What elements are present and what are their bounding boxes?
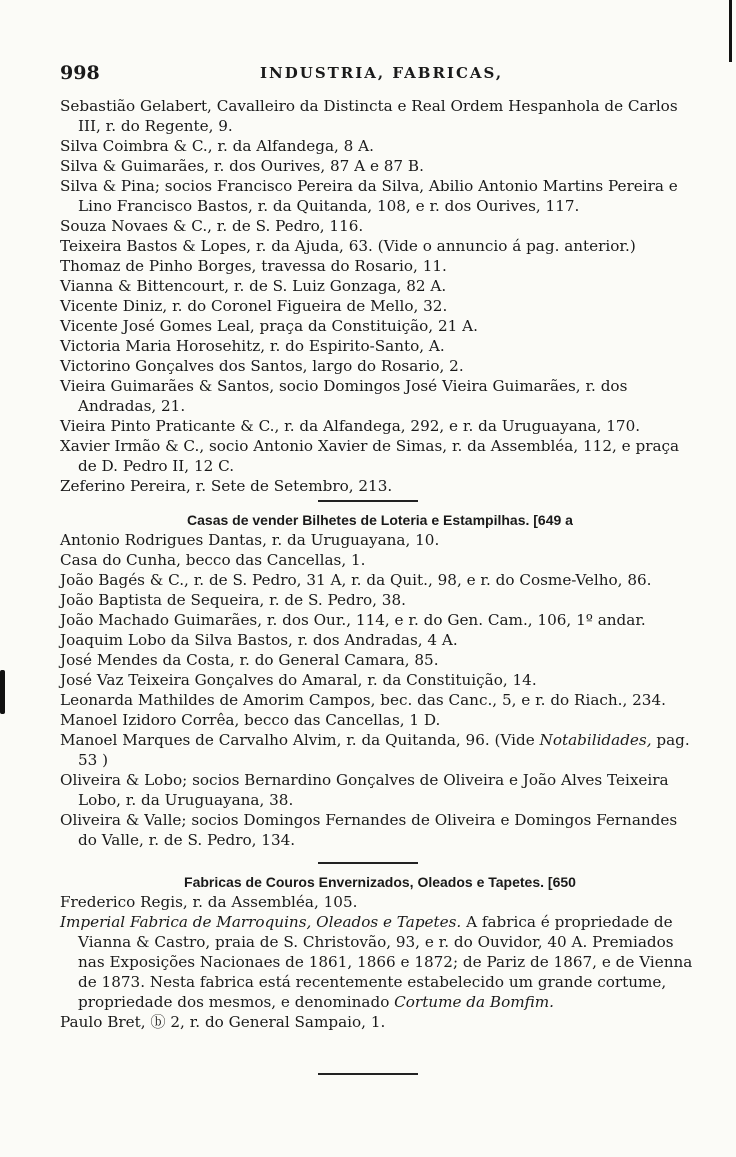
list-item: Vianna & Bittencourt, r. de S. Luiz Gonzaga, 82 A. bbox=[60, 277, 447, 295]
list-item: João Machado Guimarães, r. dos Our., 114, e r. do Gen. Cam., 106, 1º andar. bbox=[60, 611, 646, 629]
section-lottery-sellers bbox=[60, 510, 700, 850]
list-item: Vieira Guimarães & Santos, socio Domingos José Vieira Guimarães, r. dos Andradas, 21. bbox=[60, 377, 628, 415]
page-number: 998 bbox=[60, 62, 100, 84]
entry-tail: pag. 53 ) bbox=[78, 731, 690, 769]
list-item: Frederico Regis, r. da Assembléa, 105. bbox=[60, 893, 358, 911]
list-item: Vicente Diniz, r. do Coronel Figueira de Mello, 32. bbox=[60, 297, 448, 315]
entry-italic-end: Cortume da Bomfim. bbox=[394, 993, 554, 1011]
list-item: Thomaz de Pinho Borges, travessa do Rosario, 11. bbox=[60, 257, 447, 275]
entry-italic: Notabilidades, bbox=[539, 731, 652, 749]
page-edge-mark bbox=[729, 0, 732, 62]
list-item: Silva & Pina; socios Francisco Pereira da Silva, Abilio Antonio Martins Pereira e Lino Francisco Bastos, r. da Quitanda, 108, e r. dos Ourives, 117. bbox=[60, 177, 678, 215]
list-item-vide bbox=[60, 730, 700, 770]
list-item: Vicente José Gomes Leal, praça da Constituição, 21 A. bbox=[60, 317, 478, 335]
entry-italic: Imperial Fabrica de Marroquins, Oleados e Tapetes. bbox=[60, 913, 462, 931]
margin-ink-mark bbox=[0, 670, 5, 714]
list-item: José Mendes da Costa, r. do General Camara, 85. bbox=[60, 651, 439, 669]
section-divider bbox=[318, 500, 418, 502]
list-item: João Baptista de Sequeira, r. de S. Pedro, 38. bbox=[60, 591, 406, 609]
list-item: Xavier Irmão & C., socio Antonio Xavier de Simas, r. da Assembléa, 112, e praça de D. Pedro II, 12 C. bbox=[60, 437, 680, 475]
list-item: Joaquim Lobo da Silva Bastos, r. dos Andradas, 4 A. bbox=[60, 631, 458, 649]
list-item: Vieira Pinto Praticante & C., r. da Alfandega, 292, e r. da Uruguayana, 170. bbox=[60, 417, 641, 435]
section-divider bbox=[318, 862, 418, 864]
list-item-imperial bbox=[60, 912, 700, 1012]
section-heading: Fabricas de Couros Envernizados, Oleados e Tapetes. [650 bbox=[184, 874, 576, 890]
list-item: José Vaz Teixeira Gonçalves do Amaral, r. da Constituição, 14. bbox=[60, 671, 537, 689]
list-item: Souza Novaes & C., r. de S. Pedro, 116. bbox=[60, 217, 364, 235]
section-heading: Casas de vender Bilhetes de Loteria e Estampilhas. [649 a bbox=[187, 512, 573, 528]
list-item: Oliveira & Valle; socios Domingos Fernandes de Oliveira e Domingos Fernandes do Valle, r. de S. Pedro, 134. bbox=[60, 811, 678, 849]
list-item: Sebastião Gelabert, Cavalleiro da Distincta e Real Ordem Hespanhola de Carlos III, r. do Regente, 9. bbox=[60, 97, 678, 135]
entry-text: Manoel Marques de Carvalho Alvim, r. da Quitanda, 96. (Vide bbox=[60, 731, 540, 749]
list-item: Antonio Rodrigues Dantas, r. da Uruguayana, 10. bbox=[60, 531, 440, 549]
list-item: Paulo Bret, ⓑ 2, r. do General Sampaio, 1. bbox=[60, 1013, 386, 1031]
list-item: João Bagés & C., r. de S. Pedro, 31 A, r. da Quit., 98, e r. do Cosme-Velho, 86. bbox=[60, 571, 652, 589]
list-item: Zeferino Pereira, r. Sete de Setembro, 213. bbox=[60, 477, 393, 495]
list-item: Silva & Guimarães, r. dos Ourives, 87 A e 87 B. bbox=[60, 157, 424, 175]
section-jewelers-list bbox=[60, 96, 700, 496]
section-divider bbox=[318, 1073, 418, 1075]
section-leather-factories bbox=[60, 872, 700, 1032]
running-title: INDUSTRIA, FABRICAS, bbox=[260, 64, 504, 82]
entry-text: A fabrica é propriedade de Vianna & Castro, praia de S. Christovão, 93, e r. do Ouvidor, 40 A. Premiados nas Exposições Nacionaes de 1861, 1866 e 1872; de Pariz de 1867, e de Vienna de 1873. Nesta fabrica está recentemente estabelecido um grande cortume, propriedade dos mesmos, e denominado bbox=[78, 913, 693, 1011]
list-item: Leonarda Mathildes de Amorim Campos, bec. das Canc., 5, e r. do Riach., 234. bbox=[60, 691, 666, 709]
list-item: Oliveira & Lobo; socios Bernardino Gonçalves de Oliveira e João Alves Teixeira Lobo, r. da Uruguayana, 38. bbox=[60, 771, 669, 809]
list-item: Victorino Gonçalves dos Santos, largo do Rosario, 2. bbox=[60, 357, 464, 375]
list-item: Casa do Cunha, becco das Cancellas, 1. bbox=[60, 551, 366, 569]
page-header bbox=[60, 62, 690, 84]
list-item: Manoel Izidoro Corrêa, becco das Cancellas, 1 D. bbox=[60, 711, 441, 729]
list-item: Teixeira Bastos & Lopes, r. da Ajuda, 63. (Vide o annuncio á pag. anterior.) bbox=[60, 237, 636, 255]
list-item: Silva Coimbra & C., r. da Alfandega, 8 A. bbox=[60, 137, 374, 155]
list-item: Victoria Maria Horosehitz, r. do Espirito-Santo, A. bbox=[60, 337, 445, 355]
